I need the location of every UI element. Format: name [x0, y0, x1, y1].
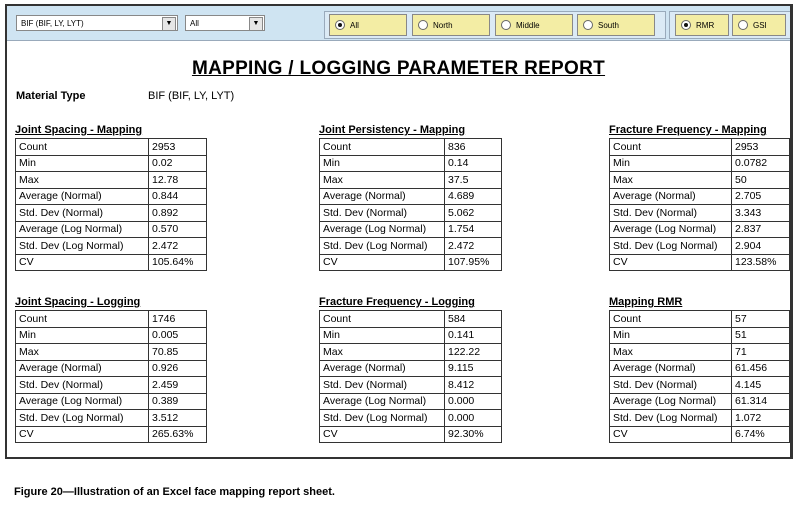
table-row	[610, 238, 790, 255]
radio-all[interactable]: All	[329, 14, 407, 36]
row-label: Count	[320, 311, 445, 328]
row-label: Min	[610, 155, 732, 172]
material-type-value: BIF (BIF, LY, LYT)	[148, 90, 235, 102]
row-label: Std. Dev (Log Normal)	[320, 238, 445, 255]
row-value[interactable]: 8.412	[445, 377, 502, 394]
row-label: Average (Log Normal)	[610, 221, 732, 238]
table-row	[610, 155, 790, 172]
table-row	[16, 139, 207, 156]
row-value[interactable]: 0.141	[445, 327, 502, 344]
control-bar	[7, 6, 790, 41]
radio-rmr[interactable]: RMR	[675, 14, 729, 36]
table-row	[320, 344, 502, 361]
row-label: Max	[320, 172, 445, 189]
row-value[interactable]: 51	[732, 327, 790, 344]
row-label: Max	[610, 172, 732, 189]
row-label: CV	[16, 254, 149, 271]
row-label: Average (Normal)	[610, 188, 732, 205]
row-label: Average (Log Normal)	[16, 221, 149, 238]
table-row	[320, 172, 502, 189]
material-select-value: BIF (BIF, LY, LYT)	[21, 19, 84, 28]
row-value[interactable]: 61.456	[732, 360, 790, 377]
table-row	[16, 360, 207, 377]
table-row	[320, 139, 502, 156]
table-row	[16, 205, 207, 222]
row-value[interactable]: 9.115	[445, 360, 502, 377]
row-label: Min	[610, 327, 732, 344]
table-row	[16, 426, 207, 443]
row-label: Std. Dev (Normal)	[16, 377, 149, 394]
row-label: Std. Dev (Normal)	[610, 377, 732, 394]
row-value[interactable]: 6.74%	[732, 426, 790, 443]
row-label: Average (Normal)	[16, 188, 149, 205]
table-row	[610, 139, 790, 156]
row-value[interactable]: 5.062	[445, 205, 502, 222]
row-label: Max	[16, 344, 149, 361]
row-value[interactable]: 2.472	[149, 238, 207, 255]
row-label: CV	[610, 426, 732, 443]
table-title: Joint Persistency - Mapping	[319, 124, 466, 136]
table-row	[320, 426, 502, 443]
table-row	[610, 393, 790, 410]
row-label: Std. Dev (Normal)	[610, 205, 732, 222]
row-value[interactable]: 836	[445, 139, 502, 156]
row-value[interactable]: 2.904	[732, 238, 790, 255]
row-label: Std. Dev (Normal)	[16, 205, 149, 222]
row-value[interactable]: 0.14	[445, 155, 502, 172]
row-value[interactable]: 0.000	[445, 410, 502, 427]
row-value[interactable]: 4.145	[732, 377, 790, 394]
row-value[interactable]: 2.459	[149, 377, 207, 394]
report-sheet	[5, 4, 793, 459]
row-value[interactable]: 0.02	[149, 155, 207, 172]
table-row	[610, 172, 790, 189]
row-label: CV	[320, 426, 445, 443]
material-select[interactable]	[16, 15, 178, 31]
table-row	[16, 155, 207, 172]
table-title: Fracture Frequency - Mapping	[609, 124, 767, 136]
row-value[interactable]: 0.926	[149, 360, 207, 377]
row-label: Std. Dev (Normal)	[320, 377, 445, 394]
row-value[interactable]: 0.844	[149, 188, 207, 205]
row-label: Average (Log Normal)	[16, 393, 149, 410]
table-row	[16, 377, 207, 394]
row-value[interactable]: 61.314	[732, 393, 790, 410]
row-label: Average (Normal)	[16, 360, 149, 377]
row-label: Average (Log Normal)	[610, 393, 732, 410]
table-row	[320, 410, 502, 427]
row-label: Std. Dev (Log Normal)	[16, 410, 149, 427]
stats-grid	[609, 138, 790, 271]
table-row	[320, 311, 502, 328]
row-label: Min	[16, 327, 149, 344]
table-row	[16, 311, 207, 328]
row-label: Min	[320, 327, 445, 344]
row-label: Min	[16, 155, 149, 172]
stats-grid	[319, 138, 502, 271]
row-label: Count	[610, 139, 732, 156]
radio-north[interactable]: North	[412, 14, 490, 36]
row-value[interactable]: 1.754	[445, 221, 502, 238]
row-value[interactable]: 0.005	[149, 327, 207, 344]
table-row	[16, 254, 207, 271]
row-label: Count	[16, 311, 149, 328]
table-row	[320, 155, 502, 172]
table-row	[610, 221, 790, 238]
table-row	[610, 377, 790, 394]
row-label: Max	[610, 344, 732, 361]
table-row	[610, 410, 790, 427]
row-label: Average (Log Normal)	[320, 221, 445, 238]
area-select[interactable]	[185, 15, 265, 31]
stats-grid	[609, 310, 790, 443]
table-row	[320, 360, 502, 377]
row-value[interactable]: 50	[732, 172, 790, 189]
stats-grid	[15, 310, 207, 443]
row-label: Average (Normal)	[320, 360, 445, 377]
area-select-value: All	[190, 19, 199, 28]
table-row	[610, 254, 790, 271]
row-label: Std. Dev (Log Normal)	[320, 410, 445, 427]
table-row	[320, 377, 502, 394]
row-label: Average (Normal)	[320, 188, 445, 205]
radio-gsi[interactable]: GSI	[732, 14, 786, 36]
stats-table	[15, 296, 207, 443]
table-row	[320, 205, 502, 222]
row-value[interactable]: 3.512	[149, 410, 207, 427]
table-row	[610, 311, 790, 328]
table-row	[16, 393, 207, 410]
row-label: Max	[16, 172, 149, 189]
row-label: Min	[320, 155, 445, 172]
table-row	[320, 221, 502, 238]
figure-caption: Figure 20—Illustration of an Excel face mapping report sheet.	[14, 486, 335, 498]
row-value[interactable]: 0.389	[149, 393, 207, 410]
table-row	[610, 344, 790, 361]
stats-table	[319, 124, 502, 271]
stats-table	[319, 296, 502, 443]
row-label: CV	[16, 426, 149, 443]
row-value[interactable]: 3.343	[732, 205, 790, 222]
table-row	[610, 360, 790, 377]
row-label: Std. Dev (Normal)	[320, 205, 445, 222]
row-label: Count	[16, 139, 149, 156]
row-value[interactable]: 1.072	[732, 410, 790, 427]
stats-table	[609, 296, 790, 443]
row-label: Average (Log Normal)	[320, 393, 445, 410]
row-value[interactable]: 0.892	[149, 205, 207, 222]
chevron-down-icon[interactable]: ▼	[162, 17, 176, 31]
table-title: Fracture Frequency - Logging	[319, 296, 475, 308]
row-value[interactable]: 2953	[732, 139, 790, 156]
table-title: Joint Spacing - Mapping	[15, 124, 143, 136]
row-value[interactable]: 2.837	[732, 221, 790, 238]
radio-south[interactable]: South	[577, 14, 655, 36]
row-value[interactable]: 57	[732, 311, 790, 328]
table-row	[320, 327, 502, 344]
table-row	[16, 410, 207, 427]
row-value[interactable]: 265.63%	[149, 426, 207, 443]
row-value[interactable]: 0.000	[445, 393, 502, 410]
row-value[interactable]: 2.705	[732, 188, 790, 205]
row-value[interactable]: 12.78	[149, 172, 207, 189]
row-label: Average (Normal)	[610, 360, 732, 377]
row-value[interactable]: 71	[732, 344, 790, 361]
stats-grid	[15, 138, 207, 271]
row-label: Max	[320, 344, 445, 361]
row-value[interactable]: 0.570	[149, 221, 207, 238]
table-row	[610, 426, 790, 443]
row-value[interactable]: 122.22	[445, 344, 502, 361]
row-label: Std. Dev (Log Normal)	[610, 238, 732, 255]
table-row	[610, 188, 790, 205]
radio-middle[interactable]: Middle	[495, 14, 573, 36]
row-label: Std. Dev (Log Normal)	[16, 238, 149, 255]
row-value[interactable]: 2953	[149, 139, 207, 156]
table-title: Joint Spacing - Logging	[15, 296, 141, 308]
row-value[interactable]: 107.95%	[445, 254, 502, 271]
row-value[interactable]: 123.58%	[732, 254, 790, 271]
table-row	[16, 238, 207, 255]
row-value[interactable]: 105.64%	[149, 254, 207, 271]
table-row	[320, 188, 502, 205]
row-value[interactable]: 92.30%	[445, 426, 502, 443]
row-label: Count	[320, 139, 445, 156]
table-row	[16, 344, 207, 361]
table-row	[610, 205, 790, 222]
stats-table	[15, 124, 207, 271]
stats-table	[609, 124, 790, 271]
row-value[interactable]: 1746	[149, 311, 207, 328]
row-value[interactable]: 584	[445, 311, 502, 328]
chevron-down-icon[interactable]: ▼	[249, 17, 263, 31]
row-label: CV	[320, 254, 445, 271]
table-row	[16, 188, 207, 205]
row-value[interactable]: 0.0782	[732, 155, 790, 172]
row-value[interactable]: 4.689	[445, 188, 502, 205]
material-type-label: Material Type	[16, 90, 86, 102]
table-row	[16, 327, 207, 344]
table-title: Mapping RMR	[609, 296, 683, 308]
table-row	[610, 327, 790, 344]
table-row	[320, 238, 502, 255]
table-row	[16, 221, 207, 238]
row-label: Count	[610, 311, 732, 328]
table-row	[320, 254, 502, 271]
row-label: CV	[610, 254, 732, 271]
row-label: Std. Dev (Log Normal)	[610, 410, 732, 427]
row-value[interactable]: 2.472	[445, 238, 502, 255]
stats-grid	[319, 310, 502, 443]
row-value[interactable]: 37.5	[445, 172, 502, 189]
table-row	[320, 393, 502, 410]
report-title: MAPPING / LOGGING PARAMETER REPORT	[191, 58, 606, 79]
table-row	[16, 172, 207, 189]
row-value[interactable]: 70.85	[149, 344, 207, 361]
